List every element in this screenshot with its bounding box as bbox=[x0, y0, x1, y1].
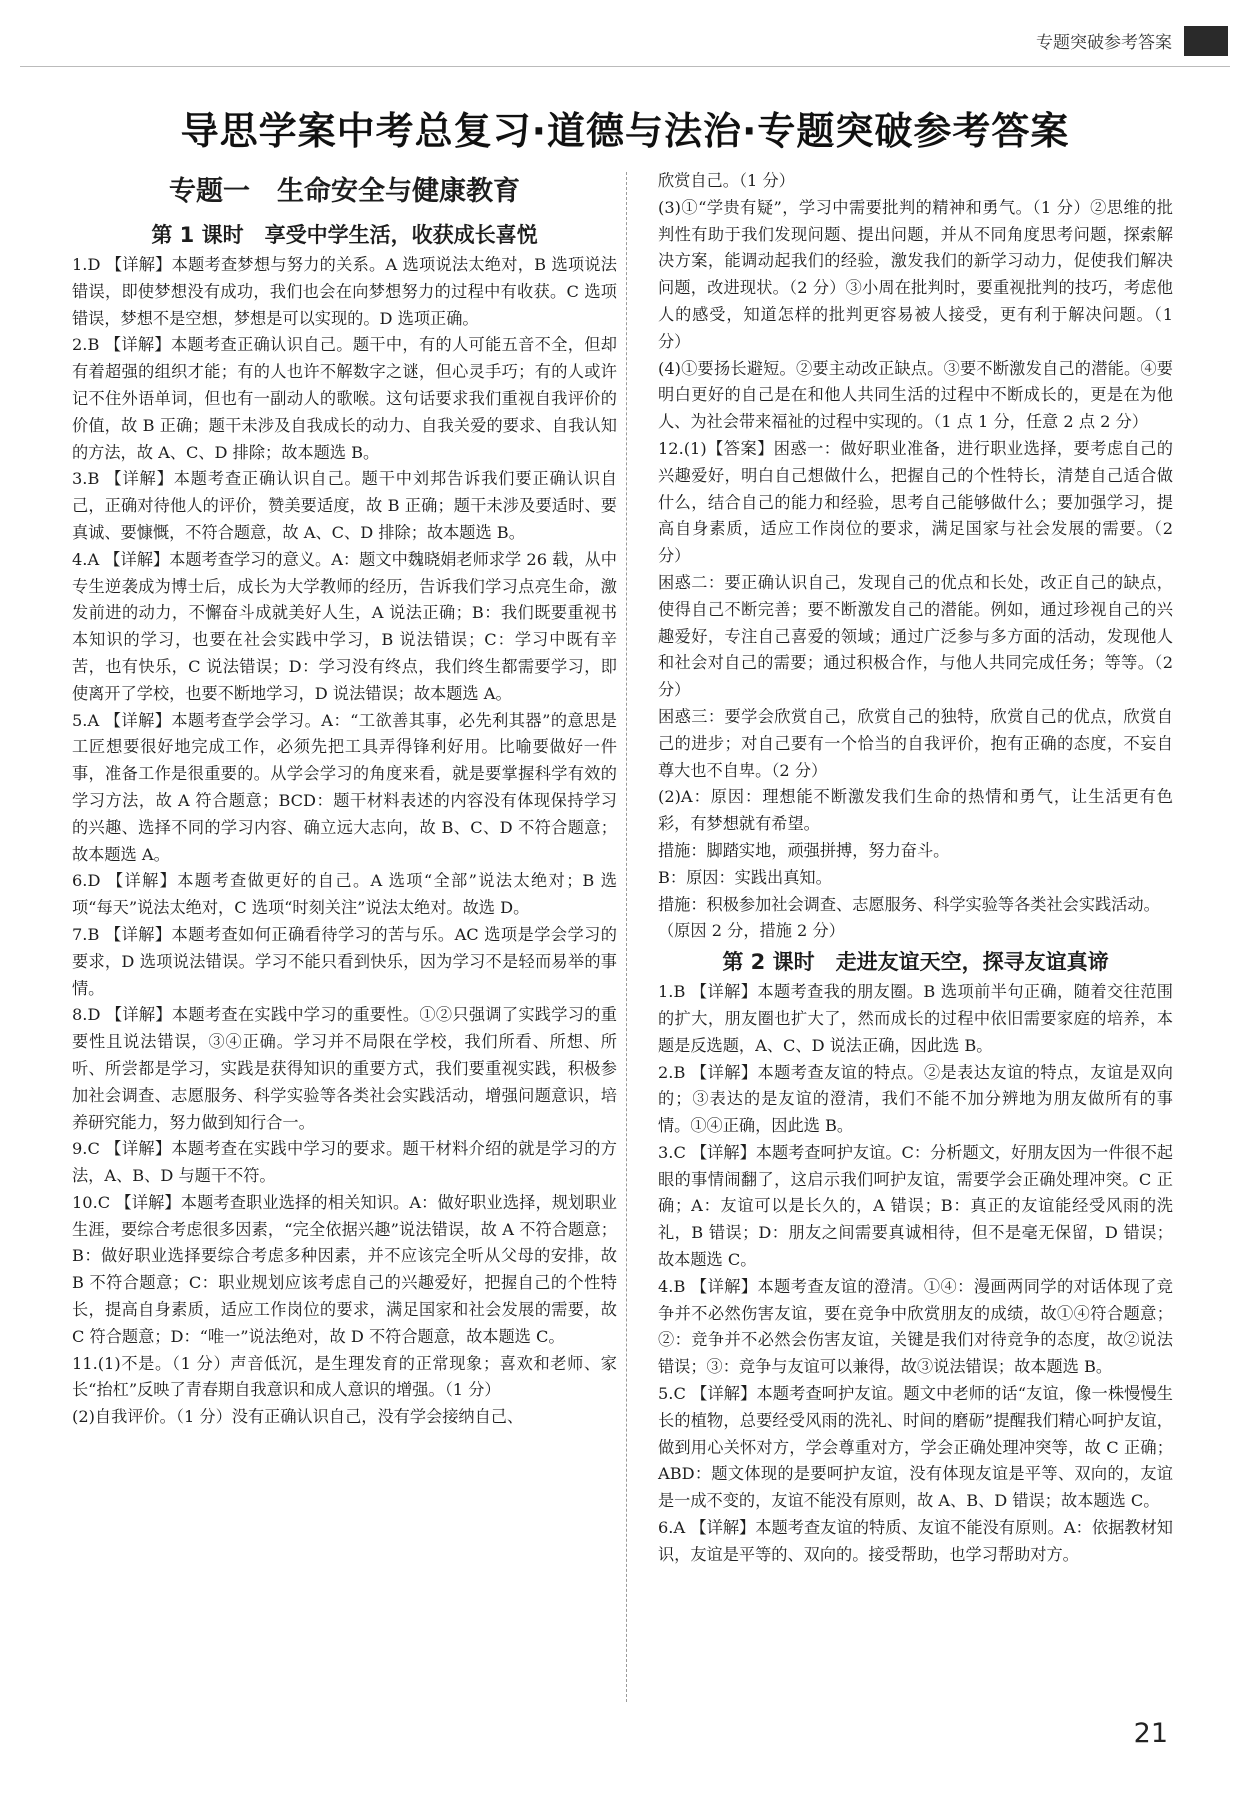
answer-paragraph: 8.D 【详解】本题考查在实践中学习的重要性。①②只强调了实践学习的重要性且说法错误，③④正确。学习并不局限在学校，我们所看、所想、所听、所尝都是学习，实践是获得知识的重要方式，我们要重视实践，积极参加社会调查、志愿服务、科学实验等各类社会实践活动，增强问题意识，培养研究能力，努力做到知行合一。 bbox=[72, 1005, 617, 1132]
answer-paragraph: 3.C 【详解】本题考查呵护友谊。C：分析题文，好朋友因为一件很不起眼的事情闹翻了，这启示我们呵护友谊，需要学会正确处理冲突。C 正确；A：友谊可以是长久的，A 错误；B：真正的友谊能经受风雨的洗礼，B 错误；D：朋友之间需要真诚相待，但不是毫无保留，D 错误；故本题选 C。 bbox=[658, 1142, 1173, 1270]
answer-paragraph: 1.D 【详解】本题考查梦想与努力的关系。A 选项说法太绝对，B 选项说法错误，即使梦想没有成功，我们也会在向梦想努力的过程中有收获。C 选项错误，梦想不是空想，梦想是可以实现的。D 选项正确。 bbox=[72, 255, 617, 328]
answer-paragraph: 7.B 【详解】本题考查如何正确看待学习的苦与乐。AC 选项是学会学习的要求，D 选项说法错误。学习不能只看到快乐，因为学习不是轻而易举的事情。 bbox=[72, 924, 617, 998]
answer-paragraph: (2)自我评价。（1 分）没有正确认识自己，没有学会接纳自己、 bbox=[72, 1407, 524, 1427]
answer-paragraph: 11.(1)不是。（1 分）声音低沉，是生理发育的正常现象；喜欢和老师、家长“抬杠”反映了青春期自我意识和成人意识的增强。（1 分） bbox=[72, 1353, 617, 1400]
answer-paragraph: 措施：积极参加社会调查、志愿服务、科学实验等各类社会实践活动。 bbox=[658, 894, 1160, 914]
answer-paragraph: 2.B 【详解】本题考查友谊的特点。②是表达友谊的特点，友谊是双向的；③表达的是友谊的澄清，我们不能不加分辨地为朋友做所有的事情。①④正确，因此选 B。 bbox=[658, 1062, 1173, 1136]
topic-title: 专题一 生命安全与健康教育 bbox=[169, 176, 520, 207]
answer-paragraph: （原因 2 分，措施 2 分） bbox=[658, 921, 845, 941]
answer-paragraph: 3.B 【详解】本题考查正确认识自己。题干中刘邦告诉我们要正确认识自己，正确对待他人的评价，赞美要适度，故 B 正确；题干未涉及要适时、要真诚、要慷慨，不符合题意，故 A、C、D 排除；故本题选 B。 bbox=[72, 469, 617, 542]
header-dark-block bbox=[1184, 26, 1228, 56]
lesson-1-title: 第 1 课时 享受中学生活，收获成长喜悦 bbox=[151, 223, 538, 247]
answer-paragraph: (2)A：原因：理想能不断激发我们生命的热情和勇气，让生活更有色彩，有梦想就有希望。 bbox=[658, 787, 1173, 834]
header-section-tag: 专题突破参考答案 bbox=[1036, 33, 1172, 53]
answer-paragraph: B：原因：实践出真知。 bbox=[658, 867, 832, 887]
answer-paragraph: 措施：脚踏实地，顽强拼搏，努力奋斗。 bbox=[658, 840, 950, 860]
right-column bbox=[658, 168, 1173, 1569]
page-number: 21 bbox=[1133, 1718, 1168, 1749]
header-rule bbox=[20, 66, 1230, 67]
answer-paragraph: 困惑二：要正确认识自己，发现自己的优点和长处，改正自己的缺点，使得自己不断完善；要不断激发自己的潜能。例如，通过珍视自己的兴趣爱好，专注自己喜爱的领域；通过广泛参与多方面的活动，发现他人和社会对自己的需要；通过积极合作，与他人共同完成任务；等等。（2 分） bbox=[658, 572, 1173, 700]
answer-paragraph: 2.B 【详解】本题考查正确认识自己。题干中，有的人可能五音不全，但却有着超强的组织才能；有的人也许不解数字之谜，但心灵手巧；有的人或许记不住外语单词，但也有一副动人的歌喉。这句话要求我们重视自我评价的价值，故 B 正确；题干未涉及自我成长的动力、自我关爱的要求、自我认知的方法，故 A、C、D 排除；故本题选 B。 bbox=[72, 335, 617, 462]
answer-paragraph: 1.B 【详解】本题考查我的朋友圈。B 选项前半句正确，随着交往范围的扩大，朋友圈也扩大了，然而成长的过程中依旧需要家庭的培养，本题是反选题，A、C、D 说法正确，因此选 B。 bbox=[658, 982, 1173, 1055]
answer-paragraph: 6.A 【详解】本题考查友谊的特质、友谊不能没有原则。A：依据教材知识，友谊是平等的、双向的。接受帮助，也学习帮助对方。 bbox=[658, 1518, 1173, 1564]
answer-paragraph: 困惑三：要学会欣赏自己，欣赏自己的独特，欣赏自己的优点，欣赏自己的进步；对自己要有一个恰当的自我评价，抱有正确的态度，不妄自尊大也不自卑。（2 分） bbox=[658, 706, 1173, 780]
answer-paragraph: 12.(1)【答案】困惑一：做好职业准备，进行职业选择，要考虑自己的兴趣爱好，明白自己想做什么，把握自己的个性特长，清楚自己适合做什么，结合自己的能力和经验，思考自己能够做什么；要加强学习，提高自身素质，适应工作岗位的要求，满足国家与社会发展的需要。（2 分） bbox=[658, 438, 1173, 566]
page-title: 导思学案中考总复习·道德与法治·专题突破参考答案 bbox=[180, 109, 1070, 153]
left-column bbox=[72, 168, 617, 1431]
answer-paragraph: (4)①要扬长避短。②要主动改正缺点。③要不断激发自己的潜能。④要明白更好的自己是在和他人共同生活的过程中不断成长的，更是在为他人、为社会带来福祉的过程中实现的。（1 点 1 分，任意 2 点 2 分） bbox=[658, 358, 1173, 432]
answer-paragraph: 9.C 【详解】本题考查在实践中学习的要求。题干材料介绍的就是学习的方法，A、B、D 与题干不符。 bbox=[72, 1139, 617, 1186]
answer-paragraph: 4.B 【详解】本题考查友谊的澄清。①④：漫画两同学的对话体现了竞争并不必然伤害友谊，要在竞争中欣赏朋友的成绩，故①④符合题意；②：竞争并不必然会伤害友谊，关键是我们对待竞争的态度，故②说法错误；③：竞争与友谊可以兼得，故③说法错误；故本题选 B。 bbox=[658, 1276, 1173, 1377]
answer-paragraph: (3)①“学贵有疑”，学习中需要批判的精神和勇气。（1 分）②思维的批判性有助于我们发现问题、提出问题，并从不同角度思考问题，探索解决方案，能调动起我们的经验，激发我们的新学习动力，促使我们解决问题，改进现状。（2 分）③小周在批判时，要重视批判的技巧，考虑他人的感受，知道怎样的批判更容易被人接受，更有利于解决问题。（1 分） bbox=[658, 197, 1173, 351]
answer-paragraph: 10.C 【详解】本题考查职业选择的相关知识。A：做好职业选择，规划职业生涯，要综合考虑很多因素，“完全依据兴趣”说法错误，故 A 不符合题意；B：做好职业选择要综合考虑多种因素，并不应该完全听从父母的安排，故 B 不符合题意；C：职业规划应该考虑自己的兴趣爱好，把握自己的个性特长，提高自身素质，适应工作岗位的要求，满足国家和社会发展的需要，故 C 符合题意；D：“唯一”说法绝对，故 D 不符合题意，故本题选 C。 bbox=[72, 1192, 617, 1346]
answer-paragraph: 4.A 【详解】本题考查学习的意义。A：题文中魏晓娟老师求学 26 载，从中专生逆袭成为博士后，成长为大学教师的经历，告诉我们学习点亮生命，激发前进的动力，不懈奋斗成就美好人生，A 说法正确；B：我们既要重视书本知识的学习，也要在社会实践中学习，B 说法错误；C：学习中既有辛苦，也有快乐，C 说法错误；D：学习没有终点，我们终生都需要学习，即使离开了学校，也要不断地学习，D 说法错误；故本题选 A。 bbox=[72, 549, 617, 703]
answer-paragraph: 欣赏自己。（1 分） bbox=[658, 171, 795, 190]
column-divider bbox=[626, 172, 627, 1702]
answer-paragraph: 5.A 【详解】本题考查学会学习。A：“工欲善其事，必先利其器”的意思是工匠想要很好地完成工作，必须先把工具弄得锋利好用。比喻要做好一件事，准备工作是很重要的。从学会学习的角度来看，就是要掌握科学有效的学习方法，故 A 符合题意；BCD：题干材料表述的内容没有体现保持学习的兴趣、选择不同的学习内容、确立远大志向，故 B、C、D 不符合题意；故本题选 A。 bbox=[72, 710, 617, 864]
answer-paragraph: 5.C 【详解】本题考查呵护友谊。题文中老师的话“友谊，像一株慢慢生长的植物，总要经受风雨的洗礼、时间的磨砺”提醒我们精心呵护友谊，做到用心关怀对方，学会尊重对方，学会正确处理冲突等，故 C 正确；ABD：题文体现的是要呵护友谊，没有体现友谊是平等、双向的，友谊是一成不变的，友谊不能没有原则，故 A、B、D 错误；故本题选 C。 bbox=[658, 1384, 1173, 1511]
answer-paragraph: 6.D 【详解】本题考查做更好的自己。A 选项“全部”说法太绝对；B 选项“每天”说法太绝对，C 选项“时刻关注”说法太绝对。故选 D。 bbox=[72, 871, 617, 918]
lesson-2-title: 第 2 课时 走进友谊天空，探寻友谊真谛 bbox=[722, 950, 1109, 975]
